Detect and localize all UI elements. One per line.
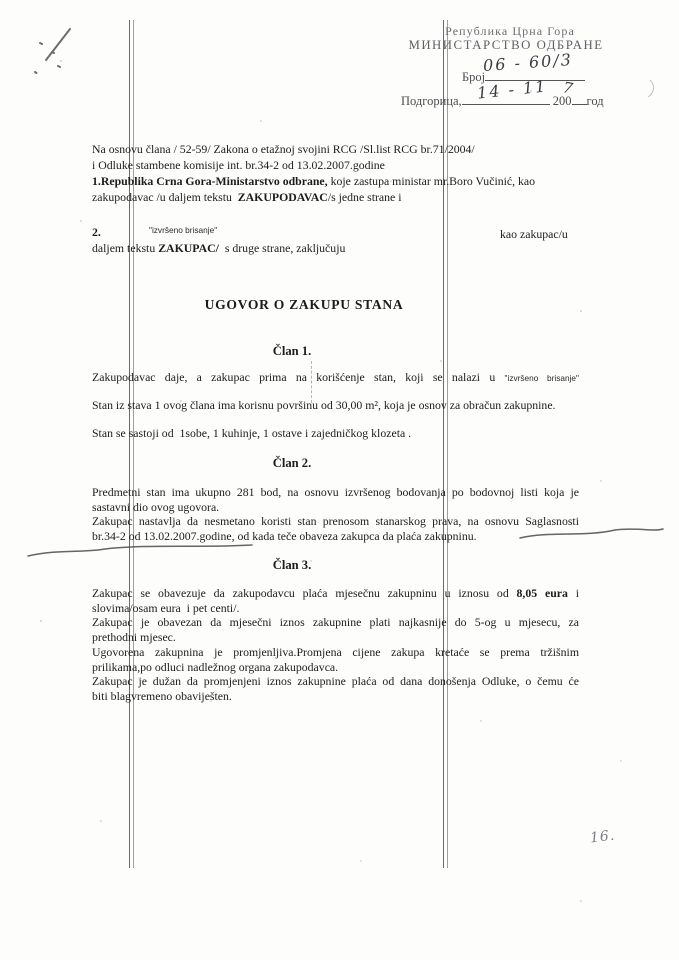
stamp-year-blank (572, 93, 587, 105)
article1-paragraph-2: Stan iz stava 1 ovog člana ima korisnu površinu od 30,00 m², koja je osnov za obračun zakupnine. (92, 398, 556, 412)
article1-p1-text: Zakupodavac daje, a zakupac prima na korišćenje stan, koji se nalazi u (92, 370, 496, 384)
intro-line-2: i Odluke stambene komisije int. br.34-2 od 13.02.2007.godine (92, 158, 385, 172)
article2-line-4: br.34-2 od 13.02.2007.godine, od kada teče obaveza zakupca da plaća zakupninu. (92, 529, 477, 544)
stamp-country-line: Република Црна Гора (445, 24, 575, 38)
article3-l1-end: i (567, 586, 580, 600)
stamp-year-prefix: 200 (552, 94, 572, 108)
party2-row (92, 225, 579, 241)
party1-line2-start: zakupodavac /u daljem tekstu (92, 190, 238, 204)
article3-l1-start: Zakupac se obavezuje da zakupodavcu plaća mjesečnu zakupninu u iznosu od (92, 586, 517, 600)
intro-line-4 (92, 189, 579, 205)
party1-line2-end: /s jedne strane i (327, 190, 402, 204)
stamp-number-label: Број (462, 70, 486, 84)
article3-heading: Član 3. (272, 558, 312, 572)
article2-line-2: sastavni dio ovog ugovora. (92, 499, 220, 514)
scan-edge-artifact (648, 80, 654, 97)
handwritten-year-digit: 7 (561, 78, 575, 98)
article3-line-2: slovima/osam eura i pet centi/. (92, 600, 240, 615)
handwritten-date: 14 - 11 (476, 76, 549, 103)
article1-paragraph-1 (92, 369, 579, 386)
article3-line-5: Ugovorena zakupnina je promjenljiva.Promjena cijene zakupa kretaće se prema tržišnim (92, 644, 579, 659)
article3-block (92, 586, 579, 704)
stamp-city-label: Подгорица, (401, 94, 462, 108)
party2-line2-start: daljem tekstu (92, 241, 159, 255)
party2-number: 2. (92, 225, 101, 239)
article2-block (92, 485, 579, 544)
article2-line-3: Zakupac nastavlja da nesmetano koristi stan prenosom stanarskog prava, na osnovu Saglasnosti (92, 514, 579, 529)
article1-paragraph-3: Stan se sastoji od 1sobe, 1 kuhinje, 1 ostave i zajedničkog klozeta . (92, 426, 412, 440)
handwritten-page-number: 16. (589, 827, 617, 847)
intro-line-3 (92, 173, 579, 189)
article2-line-1: Predmetni stan ima ukupno 281 bod, na osnovu izvršenog bodovanja po bodovnoj listi koja je (92, 485, 579, 499)
article1-heading: Član 1. (272, 344, 312, 358)
article3-line-8: biti blagvremeno obaviješten. (92, 688, 232, 703)
intro-block (92, 141, 579, 205)
party1-term: ZAKUPODAVAC (237, 190, 328, 204)
party2-role: kao zakupac/u (500, 227, 568, 241)
article3-line-6: prilikama,po odluci nadležnog organa zakupodavca. (92, 659, 339, 674)
party1-name: 1.Republika Crna Gora-Ministarstvo odbrane, (92, 174, 328, 188)
article3-line-1 (92, 586, 579, 601)
intro-line-1: Na osnovu člana / 52-59/ Zakona o etažnoj svojini RCG /Sl.list RCG br.71/2004/ (92, 142, 475, 156)
article3-rent-amount: 8,05 eura (516, 586, 568, 600)
pen-scribble-top-left (35, 29, 70, 73)
stamp-year-suffix: год (586, 94, 604, 108)
party1-rest: koje zastupa ministar mr.Boro Vučinić, kao (327, 174, 536, 188)
handwritten-protocol-number: 06 - 60/3 (482, 49, 574, 76)
article3-line-3: Zakupac je obavezan da mjesečni iznos zakupnine plati najkasnije do 5-og u mjesecu, za (92, 615, 579, 630)
redaction-note-party2: "izvršeno brisanje" (149, 225, 218, 235)
article2-heading: Član 2. (272, 456, 312, 470)
redaction-note-article1: "izvršeno brisanje" (504, 373, 579, 383)
party2-line2-end: s druge strane, zaključuju (218, 241, 346, 255)
article3-line-4: prethodni mjesec. (92, 630, 176, 645)
party2-line-2 (92, 240, 579, 256)
scan-noise-specks (60, 60, 62, 62)
contract-title: UGOVOR O ZAKUPU STANA (204, 297, 404, 312)
article3-line-7: Zakupac je dužan da promjenjeni iznos zakupnine plaća od dana donošenja Odluke, o čemu će (92, 674, 579, 689)
party2-term: ZAKUPAC/ (158, 241, 219, 255)
stamp-ministry-line: МИНИСТАРСТВО ОДБРАНЕ (408, 38, 604, 52)
